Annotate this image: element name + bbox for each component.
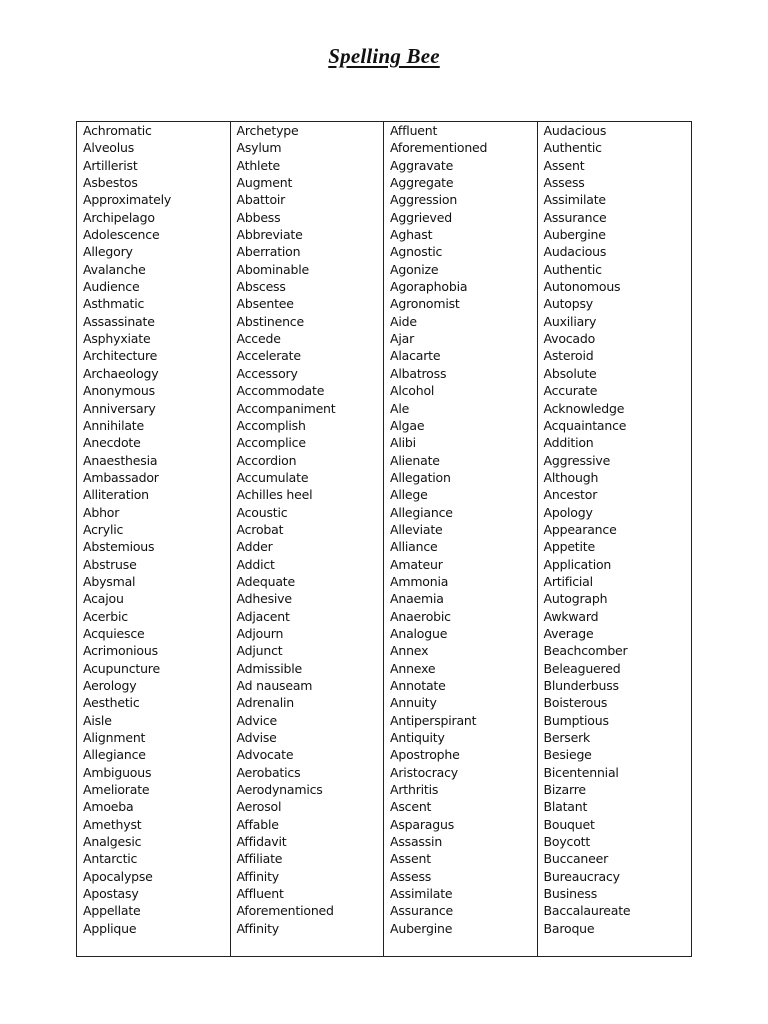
- word-item: Adjacent: [236, 608, 290, 624]
- word-item: Aberration: [236, 244, 301, 260]
- word-item: Awkward: [543, 608, 599, 624]
- word-item: Anaesthesia: [83, 452, 158, 468]
- word-item: Alienate: [390, 452, 440, 468]
- word-item: Adequate: [236, 573, 295, 589]
- word-item: Absentee: [236, 296, 294, 312]
- word-item: Assurance: [543, 209, 607, 225]
- word-item: Allegiance: [83, 747, 146, 763]
- page-title: Spelling Bee: [328, 44, 440, 68]
- word-item: Average: [543, 625, 594, 641]
- word-item: Adder: [236, 539, 273, 555]
- word-item: Affluent: [236, 886, 284, 902]
- word-item: Amethyst: [83, 816, 142, 832]
- word-item: Assassin: [390, 834, 443, 850]
- word-item: Aforementioned: [236, 903, 334, 919]
- word-item: Aerobatics: [236, 764, 301, 780]
- word-item: Algae: [390, 417, 425, 433]
- word-column-2: [231, 122, 385, 956]
- word-item: Adrenalin: [236, 695, 294, 711]
- word-item: Affluent: [390, 123, 438, 138]
- word-item: Acquaintance: [543, 417, 627, 433]
- word-item: Alleviate: [390, 521, 443, 537]
- word-item: Assess: [543, 175, 585, 191]
- word-list: [390, 122, 537, 937]
- word-item: Anaemia: [390, 591, 444, 607]
- word-item: Apostasy: [83, 886, 139, 902]
- word-item: Autograph: [543, 591, 608, 607]
- word-item: Bizarre: [543, 782, 586, 798]
- word-item: Athlete: [236, 157, 281, 173]
- word-item: Artillerist: [83, 157, 138, 173]
- word-item: Asphyxiate: [83, 331, 151, 347]
- word-item: Ad nauseam: [236, 678, 313, 693]
- word-item: Aubergine: [543, 227, 606, 243]
- word-item: Advocate: [236, 747, 294, 763]
- word-item: Ameliorate: [83, 782, 150, 798]
- word-item: Authentic: [543, 140, 602, 156]
- word-item: Accumulate: [236, 469, 309, 485]
- word-item: Advise: [236, 730, 277, 746]
- word-item: Affiliate: [236, 851, 283, 867]
- word-item: Besiege: [543, 747, 592, 763]
- word-item: Ajar: [390, 331, 415, 347]
- word-item: Aggrieved: [390, 209, 452, 225]
- word-item: Alliteration: [83, 487, 149, 503]
- word-item: Bicentennial: [543, 764, 619, 780]
- word-item: Abstemious: [83, 539, 155, 555]
- word-item: Aghast: [390, 227, 433, 243]
- word-item: Aesthetic: [83, 695, 140, 711]
- word-item: Appetite: [543, 539, 595, 555]
- word-item: Affinity: [236, 868, 279, 884]
- word-item: Approximately: [83, 192, 172, 208]
- word-item: Aggravate: [390, 157, 454, 173]
- word-item: Aristocracy: [390, 764, 458, 780]
- word-item: Artificial: [543, 573, 593, 589]
- word-item: Accede: [236, 331, 281, 347]
- word-item: Aisle: [83, 712, 112, 728]
- word-table: [76, 121, 692, 957]
- word-item: Advice: [236, 712, 277, 728]
- word-item: Anonymous: [83, 383, 155, 399]
- word-item: Anecdote: [83, 435, 141, 451]
- word-item: Aerosol: [236, 799, 282, 815]
- word-item: Asthmatic: [83, 296, 145, 312]
- word-item: Adhesive: [236, 591, 292, 607]
- word-item: Assimilate: [543, 192, 606, 208]
- word-item: Analogue: [390, 625, 448, 641]
- word-item: Annihilate: [83, 417, 144, 433]
- word-item: Although: [543, 469, 599, 485]
- word-item: Agronomist: [390, 296, 460, 312]
- word-item: Appearance: [543, 521, 617, 537]
- word-list: [83, 122, 230, 937]
- word-item: Aide: [390, 313, 417, 329]
- word-item: Asteroid: [543, 348, 594, 364]
- word-item: Alibi: [390, 435, 416, 451]
- word-item: Assent: [543, 157, 585, 173]
- word-item: Annuity: [390, 695, 437, 711]
- word-item: Bureaucracy: [543, 868, 620, 884]
- word-item: Allegation: [390, 469, 451, 485]
- word-item: Archipelago: [83, 209, 155, 225]
- word-item: Antiquity: [390, 730, 445, 746]
- word-item: Allegory: [83, 244, 133, 260]
- word-item: Analgesic: [83, 834, 142, 850]
- word-item: Affidavit: [236, 834, 287, 850]
- word-item: Assess: [390, 868, 432, 884]
- word-item: Antiperspirant: [390, 712, 477, 728]
- word-item: Boisterous: [543, 695, 608, 711]
- word-list: [237, 122, 384, 937]
- word-item: Acrimonious: [83, 643, 158, 659]
- word-list: [544, 122, 692, 937]
- word-item: Allegiance: [390, 504, 453, 520]
- word-item: Adjunct: [236, 643, 283, 659]
- word-item: Avocado: [543, 331, 596, 347]
- word-item: Auxiliary: [543, 313, 597, 329]
- word-item: Alliance: [390, 539, 438, 555]
- word-item: Aubergine: [390, 920, 453, 936]
- word-item: Addition: [543, 435, 594, 451]
- word-item: Anaerobic: [390, 608, 451, 624]
- word-item: Abbess: [236, 209, 281, 225]
- word-item: Adjourn: [236, 625, 284, 641]
- word-item: Aggressive: [543, 452, 611, 468]
- word-item: Abysmal: [83, 573, 136, 589]
- word-item: Archetype: [236, 123, 299, 138]
- word-item: Aggregate: [390, 175, 454, 191]
- word-item: Buccaneer: [543, 851, 609, 867]
- word-item: Apocalypse: [83, 868, 153, 884]
- word-item: Berserk: [543, 730, 591, 746]
- word-item: Accomplice: [236, 435, 306, 451]
- word-item: Affinity: [236, 920, 279, 936]
- word-item: Achilles heel: [236, 487, 313, 503]
- word-item: Architecture: [83, 348, 158, 364]
- word-item: Audacious: [543, 123, 607, 138]
- word-item: Anniversary: [83, 400, 156, 416]
- word-item: Ambassador: [83, 469, 159, 485]
- word-item: Abominable: [236, 261, 309, 277]
- word-item: Asparagus: [390, 816, 455, 832]
- word-item: Application: [543, 556, 612, 572]
- word-item: Adolescence: [83, 227, 160, 243]
- word-item: Agoraphobia: [390, 279, 468, 295]
- word-item: Alcohol: [390, 383, 435, 399]
- word-item: Accordion: [236, 452, 297, 468]
- word-item: Augment: [236, 175, 293, 191]
- word-item: Ancestor: [543, 487, 598, 503]
- word-item: Accelerate: [236, 348, 301, 364]
- word-column-3: [384, 122, 538, 956]
- word-item: Accomplish: [236, 417, 306, 433]
- word-item: Antarctic: [83, 851, 138, 867]
- word-item: Achromatic: [83, 123, 152, 138]
- word-item: Baccalaureate: [543, 903, 631, 919]
- word-item: Albatross: [390, 365, 447, 381]
- word-item: Admissible: [236, 660, 303, 676]
- word-item: Affable: [236, 816, 279, 832]
- word-item: Acquiesce: [83, 625, 145, 641]
- word-item: Abstinence: [236, 313, 304, 329]
- word-item: Blatant: [543, 799, 588, 815]
- word-item: Archaeology: [83, 365, 159, 381]
- word-item: Assurance: [390, 903, 453, 919]
- word-item: Beleaguered: [543, 660, 621, 676]
- word-item: Abbreviate: [236, 227, 303, 243]
- word-item: Amoeba: [83, 799, 134, 815]
- word-item: Acrobat: [236, 521, 284, 537]
- word-item: Ale: [390, 400, 410, 416]
- word-item: Assassinate: [83, 313, 155, 329]
- word-item: Accommodate: [236, 383, 325, 399]
- word-item: Acoustic: [236, 504, 288, 520]
- word-item: Asylum: [236, 140, 282, 156]
- word-item: Blunderbuss: [543, 678, 619, 693]
- word-item: Avalanche: [83, 261, 146, 277]
- word-item: Annex: [390, 643, 429, 659]
- word-item: Autopsy: [543, 296, 593, 312]
- word-column-1: [77, 122, 231, 956]
- word-item: Appellate: [83, 903, 141, 919]
- word-item: Annexe: [390, 660, 436, 676]
- word-item: Agnostic: [390, 244, 443, 260]
- word-item: Assimilate: [390, 886, 453, 902]
- word-item: Audacious: [543, 244, 607, 260]
- word-item: Acupuncture: [83, 660, 160, 676]
- word-item: Ascent: [390, 799, 432, 815]
- word-item: Acknowledge: [543, 400, 625, 416]
- word-item: Aforementioned: [390, 140, 488, 156]
- word-item: Addict: [236, 556, 275, 572]
- word-item: Abstruse: [83, 556, 137, 572]
- word-item: Alveolus: [83, 140, 135, 156]
- word-item: Bumptious: [543, 712, 609, 728]
- word-item: Agonize: [390, 261, 439, 277]
- word-item: Arthritis: [390, 782, 439, 798]
- word-item: Abscess: [236, 279, 286, 295]
- word-item: Beachcomber: [543, 643, 628, 659]
- word-item: Autonomous: [543, 279, 621, 295]
- word-item: Asbestos: [83, 175, 138, 191]
- word-item: Accurate: [543, 383, 598, 399]
- word-item: Ammonia: [390, 573, 449, 589]
- word-item: Assent: [390, 851, 431, 867]
- word-item: Accompaniment: [236, 400, 336, 416]
- word-item: Aggression: [390, 192, 458, 208]
- word-item: Accessory: [236, 365, 298, 381]
- word-item: Abattoir: [236, 192, 286, 208]
- word-item: Acrylic: [83, 521, 124, 537]
- word-item: Allege: [390, 487, 428, 503]
- word-item: Applique: [83, 920, 137, 936]
- word-item: Apology: [543, 504, 593, 520]
- word-item: Business: [543, 886, 598, 902]
- word-item: Baroque: [543, 920, 595, 936]
- word-item: Alacarte: [390, 348, 441, 364]
- word-item: Bouquet: [543, 816, 595, 832]
- word-item: Authentic: [543, 261, 602, 277]
- word-item: Aerology: [83, 678, 137, 693]
- word-item: Alignment: [83, 730, 146, 746]
- word-item: Aerodynamics: [236, 782, 323, 798]
- word-item: Amateur: [390, 556, 443, 572]
- word-item: Annotate: [390, 678, 446, 693]
- word-item: Audience: [83, 279, 140, 295]
- word-item: Abhor: [83, 504, 120, 520]
- word-item: Absolute: [543, 365, 597, 381]
- word-item: Boycott: [543, 834, 591, 850]
- word-item: Apostrophe: [390, 747, 460, 763]
- word-item: Acerbic: [83, 608, 128, 624]
- word-item: Acajou: [83, 591, 124, 607]
- word-column-4: [538, 122, 692, 956]
- word-item: Ambiguous: [83, 764, 152, 780]
